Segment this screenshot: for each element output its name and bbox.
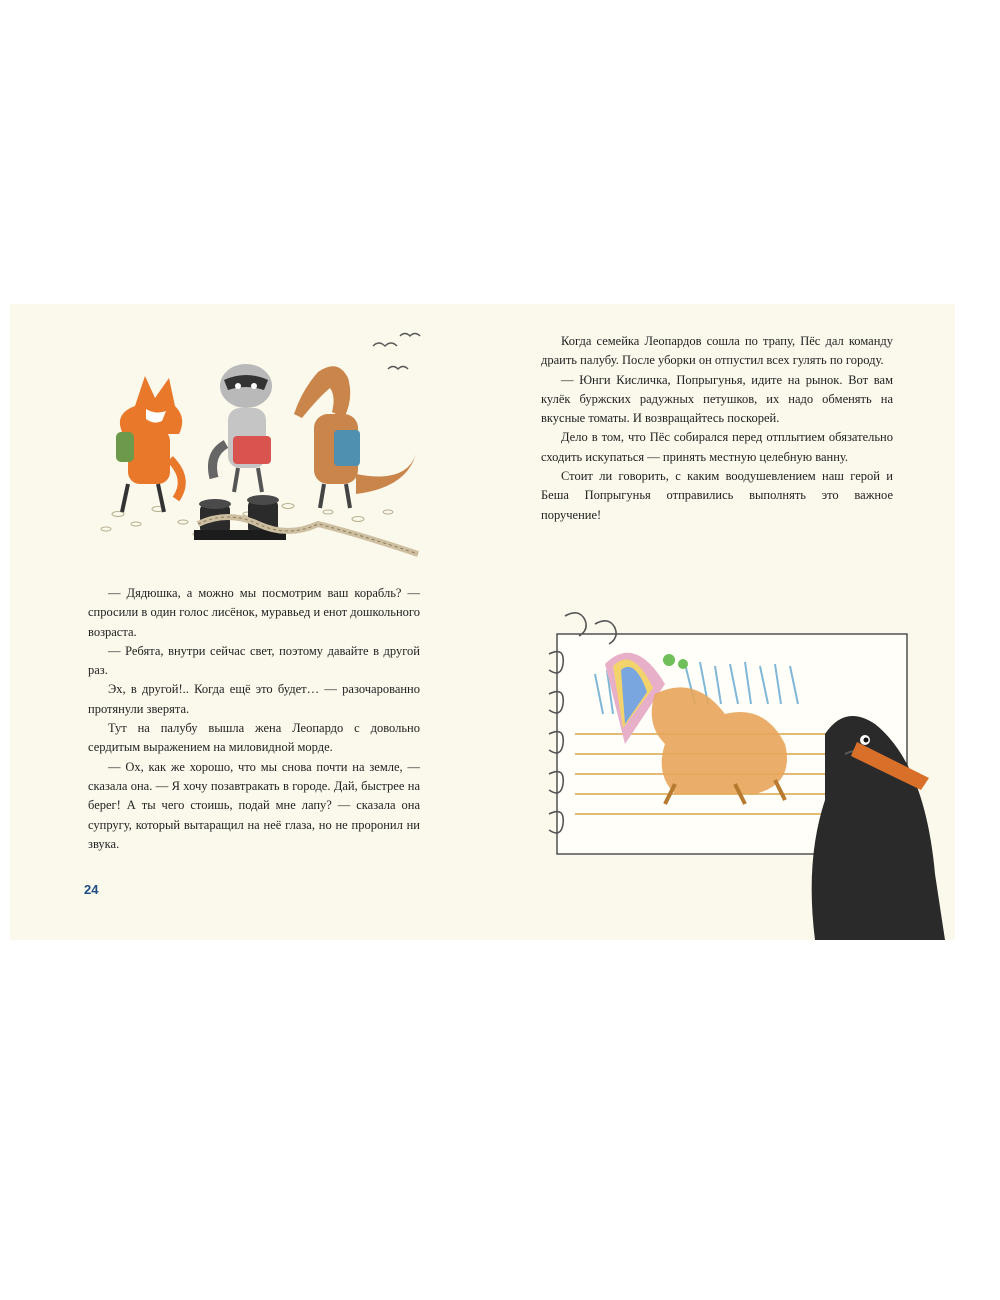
page-number: 24 (84, 882, 99, 897)
bird-icon (388, 367, 408, 370)
book-spread (10, 304, 955, 940)
paragraph: Стоит ли говорить, с каким воодушевлением наш герой и Беша Попрыгунья отправились выполнять это важное поручение! (541, 469, 893, 522)
paragraph: Тут на палубу вышла жена Леопардо с довольно сердитым выражением на миловидной морде. (88, 721, 420, 755)
paragraph: — Ребята, внутри сейчас свет, поэтому давайте в другой раз. (88, 643, 420, 678)
sketchbook-illustration (535, 604, 955, 940)
paragraph: — Дядюшка, а можно мы посмотрим ваш корабль? — спросили в один голос лисёнок, муравьед и енот дошкольного возраста. (88, 586, 420, 639)
paragraph: — Ох, как же хорошо, что мы снова почти на земле, — сказала она. — Я хочу позавтракать в городе. Дай, быстрее на берег! А ты чего стоишь, подай мне лапу? — сказала она супругу, который вытаращил на неё глаза, но не проронил ни звука. (88, 759, 420, 851)
fox-figure (116, 376, 182, 512)
bollard-illustration (194, 495, 418, 554)
bird-icon (400, 334, 420, 337)
paragraph: Когда семейка Леопардов сошла по трапу, Пёс дал команду драить палубу. После уборки он отпустил всех гулять по городу. (541, 334, 893, 368)
raccoon-figure (213, 364, 273, 492)
paragraph: — Юнги Кисличка, Попрыгунья, идите на рынок. Вот вам кулёк буржских радужных петушков, их надо обменять на вкусные томаты. И возвращайтесь поскорей. (541, 372, 893, 426)
paragraph: Эх, в другой!.. Когда ещё это будет… — разочарованно протянули зверята. (88, 682, 420, 716)
bird-figure (812, 716, 945, 940)
animals-illustration (88, 324, 428, 564)
anteater-figure (294, 366, 416, 508)
bird-icon (373, 343, 397, 346)
paragraph: Дело в том, что Пёс собирался перед отплытием обязательно сходить искупаться — принять местную целебную ванну. (541, 430, 893, 464)
right-page-text (541, 332, 893, 525)
left-page-text (88, 584, 420, 854)
